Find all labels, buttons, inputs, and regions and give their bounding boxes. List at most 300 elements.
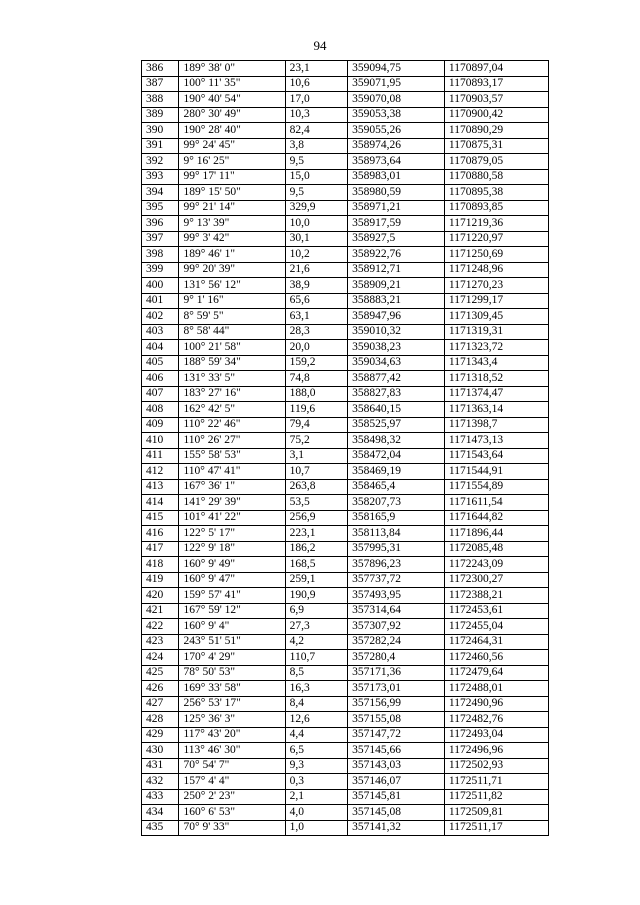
x-coordinate-cell: 358877,42	[348, 371, 445, 387]
distance-cell: 4,2	[285, 634, 347, 650]
distance-cell: 28,3	[285, 324, 347, 340]
bearing-angle-cell: 189° 15' 50"	[179, 185, 285, 201]
x-coordinate-cell: 358113,84	[348, 526, 445, 542]
table-row	[142, 696, 549, 712]
x-coordinate-cell: 357173,01	[348, 681, 445, 697]
table-row	[142, 123, 549, 139]
point-number-cell: 434	[142, 805, 179, 821]
bearing-angle-cell: 9° 13' 39"	[179, 216, 285, 232]
bearing-angle-cell: 131° 33' 5"	[179, 371, 285, 387]
y-coordinate-cell: 1170903,57	[444, 92, 548, 108]
distance-cell: 259,1	[285, 572, 347, 588]
bearing-angle-cell: 160° 9' 47"	[179, 572, 285, 588]
y-coordinate-cell: 1170879,05	[444, 154, 548, 170]
table-row	[142, 371, 549, 387]
y-coordinate-cell: 1171544,91	[444, 464, 548, 480]
point-number-cell: 419	[142, 572, 179, 588]
table-row	[142, 92, 549, 108]
bearing-angle-cell: 70° 54' 7"	[179, 758, 285, 774]
table-row	[142, 309, 549, 325]
bearing-angle-cell: 243° 51' 51"	[179, 634, 285, 650]
table-row	[142, 603, 549, 619]
distance-cell: 6,9	[285, 603, 347, 619]
point-number-cell: 421	[142, 603, 179, 619]
table-row	[142, 464, 549, 480]
bearing-angle-cell: 160° 6' 53"	[179, 805, 285, 821]
y-coordinate-cell: 1171473,13	[444, 433, 548, 449]
x-coordinate-cell: 358640,15	[348, 402, 445, 418]
table-row	[142, 541, 549, 557]
y-coordinate-cell: 1172490,96	[444, 696, 548, 712]
point-number-cell: 405	[142, 355, 179, 371]
bearing-angle-cell: 99° 24' 45"	[179, 138, 285, 154]
x-coordinate-cell: 358971,21	[348, 200, 445, 216]
bearing-angle-cell: 100° 11' 35"	[179, 76, 285, 92]
y-coordinate-cell: 1171554,89	[444, 479, 548, 495]
distance-cell: 9,3	[285, 758, 347, 774]
x-coordinate-cell: 357146,07	[348, 774, 445, 790]
coordinates-table	[141, 60, 549, 836]
x-coordinate-cell: 357145,66	[348, 743, 445, 759]
x-coordinate-cell: 359038,23	[348, 340, 445, 356]
x-coordinate-cell: 358947,96	[348, 309, 445, 325]
point-number-cell: 408	[142, 402, 179, 418]
y-coordinate-cell: 1172243,09	[444, 557, 548, 573]
table-row	[142, 743, 549, 759]
y-coordinate-cell: 1171398,7	[444, 417, 548, 433]
bearing-angle-cell: 141° 29' 39"	[179, 495, 285, 511]
table-row	[142, 665, 549, 681]
table-row	[142, 820, 549, 836]
bearing-angle-cell: 99° 20' 39"	[179, 262, 285, 278]
x-coordinate-cell: 358983,01	[348, 169, 445, 185]
table-row	[142, 557, 549, 573]
point-number-cell: 401	[142, 293, 179, 309]
x-coordinate-cell: 357737,72	[348, 572, 445, 588]
y-coordinate-cell: 1171323,72	[444, 340, 548, 356]
x-coordinate-cell: 357171,36	[348, 665, 445, 681]
point-number-cell: 411	[142, 448, 179, 464]
table-row	[142, 247, 549, 263]
x-coordinate-cell: 358465,4	[348, 479, 445, 495]
y-coordinate-cell: 1171644,82	[444, 510, 548, 526]
point-number-cell: 406	[142, 371, 179, 387]
x-coordinate-cell: 358827,83	[348, 386, 445, 402]
y-coordinate-cell: 1172509,81	[444, 805, 548, 821]
y-coordinate-cell: 1171220,97	[444, 231, 548, 247]
y-coordinate-cell: 1172388,21	[444, 588, 548, 604]
y-coordinate-cell: 1172464,31	[444, 634, 548, 650]
x-coordinate-cell: 358927,5	[348, 231, 445, 247]
y-coordinate-cell: 1172511,82	[444, 789, 548, 805]
bearing-angle-cell: 8° 59' 5"	[179, 309, 285, 325]
table-row	[142, 216, 549, 232]
distance-cell: 0,3	[285, 774, 347, 790]
bearing-angle-cell: 117° 43' 20"	[179, 727, 285, 743]
bearing-angle-cell: 8° 58' 44"	[179, 324, 285, 340]
table-row	[142, 526, 549, 542]
distance-cell: 190,9	[285, 588, 347, 604]
point-number-cell: 417	[142, 541, 179, 557]
point-number-cell: 433	[142, 789, 179, 805]
table-row	[142, 262, 549, 278]
point-number-cell: 431	[142, 758, 179, 774]
distance-cell: 110,7	[285, 650, 347, 666]
table-row	[142, 107, 549, 123]
point-number-cell: 423	[142, 634, 179, 650]
point-number-cell: 407	[142, 386, 179, 402]
bearing-angle-cell: 256° 53' 17"	[179, 696, 285, 712]
table-row	[142, 231, 549, 247]
distance-cell: 4,0	[285, 805, 347, 821]
x-coordinate-cell: 358922,76	[348, 247, 445, 263]
bearing-angle-cell: 162° 42' 5"	[179, 402, 285, 418]
point-number-cell: 404	[142, 340, 179, 356]
bearing-angle-cell: 250° 2' 23"	[179, 789, 285, 805]
distance-cell: 15,0	[285, 169, 347, 185]
x-coordinate-cell: 359034,63	[348, 355, 445, 371]
point-number-cell: 390	[142, 123, 179, 139]
distance-cell: 6,5	[285, 743, 347, 759]
distance-cell: 1,0	[285, 820, 347, 836]
x-coordinate-cell: 358498,32	[348, 433, 445, 449]
distance-cell: 2,1	[285, 789, 347, 805]
distance-cell: 63,1	[285, 309, 347, 325]
y-coordinate-cell: 1171219,36	[444, 216, 548, 232]
y-coordinate-cell: 1171343,4	[444, 355, 548, 371]
table-row	[142, 154, 549, 170]
distance-cell: 38,9	[285, 278, 347, 294]
bearing-angle-cell: 110° 22' 46"	[179, 417, 285, 433]
y-coordinate-cell: 1170900,42	[444, 107, 548, 123]
point-number-cell: 399	[142, 262, 179, 278]
distance-cell: 329,9	[285, 200, 347, 216]
y-coordinate-cell: 1172496,96	[444, 743, 548, 759]
y-coordinate-cell: 1171611,54	[444, 495, 548, 511]
x-coordinate-cell: 357147,72	[348, 727, 445, 743]
distance-cell: 9,5	[285, 154, 347, 170]
bearing-angle-cell: 131° 56' 12"	[179, 278, 285, 294]
y-coordinate-cell: 1171319,31	[444, 324, 548, 340]
distance-cell: 82,4	[285, 123, 347, 139]
table-row	[142, 185, 549, 201]
x-coordinate-cell: 358973,64	[348, 154, 445, 170]
x-coordinate-cell: 357282,24	[348, 634, 445, 650]
point-number-cell: 398	[142, 247, 179, 263]
y-coordinate-cell: 1171250,69	[444, 247, 548, 263]
point-number-cell: 392	[142, 154, 179, 170]
distance-cell: 168,5	[285, 557, 347, 573]
y-coordinate-cell: 1172479,64	[444, 665, 548, 681]
distance-cell: 4,4	[285, 727, 347, 743]
y-coordinate-cell: 1172085,48	[444, 541, 548, 557]
point-number-cell: 432	[142, 774, 179, 790]
table-row	[142, 681, 549, 697]
bearing-angle-cell: 110° 26' 27"	[179, 433, 285, 449]
distance-cell: 3,8	[285, 138, 347, 154]
x-coordinate-cell: 357493,95	[348, 588, 445, 604]
table-row	[142, 386, 549, 402]
bearing-angle-cell: 9° 16' 25"	[179, 154, 285, 170]
bearing-angle-cell: 78° 50' 53"	[179, 665, 285, 681]
table-row	[142, 758, 549, 774]
y-coordinate-cell: 1170880,58	[444, 169, 548, 185]
point-number-cell: 395	[142, 200, 179, 216]
bearing-angle-cell: 99° 17' 11"	[179, 169, 285, 185]
point-number-cell: 424	[142, 650, 179, 666]
distance-cell: 8,5	[285, 665, 347, 681]
bearing-angle-cell: 101° 41' 22"	[179, 510, 285, 526]
point-number-cell: 403	[142, 324, 179, 340]
point-number-cell: 422	[142, 619, 179, 635]
point-number-cell: 386	[142, 61, 179, 77]
y-coordinate-cell: 1172482,76	[444, 712, 548, 728]
distance-cell: 21,6	[285, 262, 347, 278]
point-number-cell: 420	[142, 588, 179, 604]
point-number-cell: 427	[142, 696, 179, 712]
bearing-angle-cell: 190° 40' 54"	[179, 92, 285, 108]
bearing-angle-cell: 155° 58' 53"	[179, 448, 285, 464]
bearing-angle-cell: 157° 4' 4"	[179, 774, 285, 790]
y-coordinate-cell: 1170897,04	[444, 61, 548, 77]
x-coordinate-cell: 359010,32	[348, 324, 445, 340]
point-number-cell: 410	[142, 433, 179, 449]
y-coordinate-cell: 1172300,27	[444, 572, 548, 588]
bearing-angle-cell: 190° 28' 40"	[179, 123, 285, 139]
y-coordinate-cell: 1172511,17	[444, 820, 548, 836]
distance-cell: 17,0	[285, 92, 347, 108]
point-number-cell: 416	[142, 526, 179, 542]
x-coordinate-cell: 358912,71	[348, 262, 445, 278]
point-number-cell: 389	[142, 107, 179, 123]
y-coordinate-cell: 1170893,85	[444, 200, 548, 216]
y-coordinate-cell: 1172455,04	[444, 619, 548, 635]
y-coordinate-cell: 1171299,17	[444, 293, 548, 309]
table-row	[142, 138, 549, 154]
distance-cell: 10,2	[285, 247, 347, 263]
table-row	[142, 324, 549, 340]
table-row	[142, 340, 549, 356]
bearing-angle-cell: 100° 21' 58"	[179, 340, 285, 356]
distance-cell: 10,3	[285, 107, 347, 123]
x-coordinate-cell: 357280,4	[348, 650, 445, 666]
distance-cell: 10,7	[285, 464, 347, 480]
bearing-angle-cell: 160° 9' 49"	[179, 557, 285, 573]
x-coordinate-cell: 357145,08	[348, 805, 445, 821]
distance-cell: 10,6	[285, 76, 347, 92]
point-number-cell: 396	[142, 216, 179, 232]
bearing-angle-cell: 183° 27' 16"	[179, 386, 285, 402]
x-coordinate-cell: 358909,21	[348, 278, 445, 294]
y-coordinate-cell: 1171896,44	[444, 526, 548, 542]
distance-cell: 30,1	[285, 231, 347, 247]
distance-cell: 256,9	[285, 510, 347, 526]
y-coordinate-cell: 1172493,04	[444, 727, 548, 743]
table-row	[142, 588, 549, 604]
bearing-angle-cell: 70° 9' 33"	[179, 820, 285, 836]
distance-cell: 65,6	[285, 293, 347, 309]
table-row	[142, 789, 549, 805]
distance-cell: 10,0	[285, 216, 347, 232]
table-row	[142, 355, 549, 371]
table-row	[142, 510, 549, 526]
table-row	[142, 278, 549, 294]
x-coordinate-cell: 358472,04	[348, 448, 445, 464]
distance-cell: 53,5	[285, 495, 347, 511]
y-coordinate-cell: 1171248,96	[444, 262, 548, 278]
bearing-angle-cell: 110° 47' 41"	[179, 464, 285, 480]
distance-cell: 75,2	[285, 433, 347, 449]
x-coordinate-cell: 357314,64	[348, 603, 445, 619]
distance-cell: 16,3	[285, 681, 347, 697]
table-row	[142, 402, 549, 418]
table-row	[142, 61, 549, 77]
bearing-angle-cell: 122° 9' 18"	[179, 541, 285, 557]
bearing-angle-cell: 99° 3' 42"	[179, 231, 285, 247]
point-number-cell: 412	[142, 464, 179, 480]
table-row	[142, 495, 549, 511]
point-number-cell: 409	[142, 417, 179, 433]
y-coordinate-cell: 1171270,23	[444, 278, 548, 294]
distance-cell: 79,4	[285, 417, 347, 433]
x-coordinate-cell: 357307,92	[348, 619, 445, 635]
x-coordinate-cell: 357896,23	[348, 557, 445, 573]
bearing-angle-cell: 167° 59' 12"	[179, 603, 285, 619]
point-number-cell: 387	[142, 76, 179, 92]
table-row	[142, 774, 549, 790]
distance-cell: 223,1	[285, 526, 347, 542]
bearing-angle-cell: 188° 59' 34"	[179, 355, 285, 371]
distance-cell: 20,0	[285, 340, 347, 356]
x-coordinate-cell: 358165,9	[348, 510, 445, 526]
distance-cell: 263,8	[285, 479, 347, 495]
x-coordinate-cell: 357141,32	[348, 820, 445, 836]
y-coordinate-cell: 1172453,61	[444, 603, 548, 619]
point-number-cell: 428	[142, 712, 179, 728]
point-number-cell: 414	[142, 495, 179, 511]
bearing-angle-cell: 125° 36' 3"	[179, 712, 285, 728]
x-coordinate-cell: 358883,21	[348, 293, 445, 309]
page-number: 94	[313, 38, 327, 53]
table-row	[142, 448, 549, 464]
y-coordinate-cell: 1171363,14	[444, 402, 548, 418]
point-number-cell: 418	[142, 557, 179, 573]
point-number-cell: 397	[142, 231, 179, 247]
table-row	[142, 169, 549, 185]
x-coordinate-cell: 359094,75	[348, 61, 445, 77]
y-coordinate-cell: 1171318,52	[444, 371, 548, 387]
point-number-cell: 425	[142, 665, 179, 681]
point-number-cell: 429	[142, 727, 179, 743]
table-row	[142, 76, 549, 92]
table-row	[142, 572, 549, 588]
x-coordinate-cell: 359055,26	[348, 123, 445, 139]
point-number-cell: 402	[142, 309, 179, 325]
table-row	[142, 479, 549, 495]
table-row	[142, 634, 549, 650]
x-coordinate-cell: 357995,31	[348, 541, 445, 557]
distance-cell: 186,2	[285, 541, 347, 557]
point-number-cell: 400	[142, 278, 179, 294]
x-coordinate-cell: 358525,97	[348, 417, 445, 433]
y-coordinate-cell: 1171543,64	[444, 448, 548, 464]
y-coordinate-cell: 1172511,71	[444, 774, 548, 790]
distance-cell: 12,6	[285, 712, 347, 728]
point-number-cell: 413	[142, 479, 179, 495]
table-row	[142, 727, 549, 743]
distance-cell: 74,8	[285, 371, 347, 387]
distance-cell: 8,4	[285, 696, 347, 712]
point-number-cell: 415	[142, 510, 179, 526]
x-coordinate-cell: 359053,38	[348, 107, 445, 123]
point-number-cell: 393	[142, 169, 179, 185]
bearing-angle-cell: 280° 30' 49"	[179, 107, 285, 123]
table-row	[142, 712, 549, 728]
bearing-angle-cell: 169° 33' 58"	[179, 681, 285, 697]
y-coordinate-cell: 1170895,38	[444, 185, 548, 201]
distance-cell: 23,1	[285, 61, 347, 77]
x-coordinate-cell: 357145,81	[348, 789, 445, 805]
distance-cell: 9,5	[285, 185, 347, 201]
x-coordinate-cell: 357143,03	[348, 758, 445, 774]
x-coordinate-cell: 359070,08	[348, 92, 445, 108]
x-coordinate-cell: 358469,19	[348, 464, 445, 480]
bearing-angle-cell: 160° 9' 4"	[179, 619, 285, 635]
bearing-angle-cell: 99° 21' 14"	[179, 200, 285, 216]
distance-cell: 188,0	[285, 386, 347, 402]
bearing-angle-cell: 113° 46' 30"	[179, 743, 285, 759]
bearing-angle-cell: 9° 1' 16"	[179, 293, 285, 309]
table-row	[142, 417, 549, 433]
coordinates-table-body	[142, 61, 549, 836]
x-coordinate-cell: 359071,95	[348, 76, 445, 92]
x-coordinate-cell: 358974,26	[348, 138, 445, 154]
y-coordinate-cell: 1172488,01	[444, 681, 548, 697]
bearing-angle-cell: 122° 5' 17"	[179, 526, 285, 542]
x-coordinate-cell: 358917,59	[348, 216, 445, 232]
point-number-cell: 435	[142, 820, 179, 836]
table-row	[142, 619, 549, 635]
y-coordinate-cell: 1171374,47	[444, 386, 548, 402]
distance-cell: 27,3	[285, 619, 347, 635]
point-number-cell: 394	[142, 185, 179, 201]
point-number-cell: 391	[142, 138, 179, 154]
y-coordinate-cell: 1172460,56	[444, 650, 548, 666]
distance-cell: 159,2	[285, 355, 347, 371]
point-number-cell: 430	[142, 743, 179, 759]
point-number-cell: 426	[142, 681, 179, 697]
distance-cell: 3,1	[285, 448, 347, 464]
bearing-angle-cell: 189° 46' 1"	[179, 247, 285, 263]
table-row	[142, 200, 549, 216]
x-coordinate-cell: 358980,59	[348, 185, 445, 201]
table-row	[142, 433, 549, 449]
bearing-angle-cell: 167° 36' 1"	[179, 479, 285, 495]
x-coordinate-cell: 357156,99	[348, 696, 445, 712]
y-coordinate-cell: 1170890,29	[444, 123, 548, 139]
bearing-angle-cell: 159° 57' 41"	[179, 588, 285, 604]
y-coordinate-cell: 1171309,45	[444, 309, 548, 325]
distance-cell: 119,6	[285, 402, 347, 418]
y-coordinate-cell: 1170893,17	[444, 76, 548, 92]
x-coordinate-cell: 358207,73	[348, 495, 445, 511]
table-row	[142, 650, 549, 666]
point-number-cell: 388	[142, 92, 179, 108]
y-coordinate-cell: 1172502,93	[444, 758, 548, 774]
bearing-angle-cell: 170° 4' 29"	[179, 650, 285, 666]
table-row	[142, 293, 549, 309]
bearing-angle-cell: 189° 38' 0"	[179, 61, 285, 77]
